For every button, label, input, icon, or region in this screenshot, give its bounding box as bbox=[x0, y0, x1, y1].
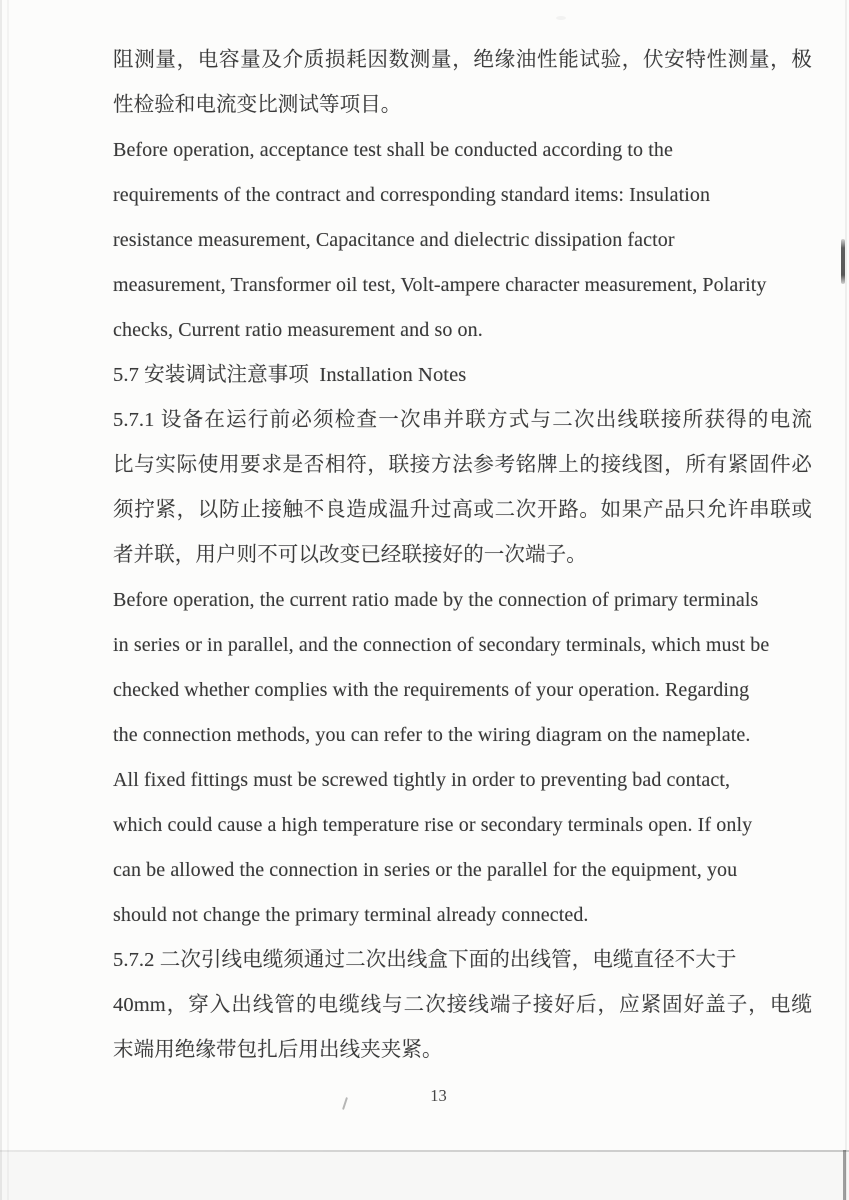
text-line: which could cause a high temperature rise or secondary terminals open. If only bbox=[113, 814, 753, 836]
text-line: 者并联，用户则不可以改变已经联接好的一次端子。 bbox=[113, 544, 587, 566]
text-line: Before operation, the current ratio made by the connection of primary terminals bbox=[113, 589, 759, 611]
text-line: 比与实际使用要求是否相符，联接方法参考铭牌上的接线图，所有紧固件必 bbox=[113, 454, 812, 476]
scan-edge-stripe bbox=[7, 0, 9, 1200]
text-line: 末端用绝缘带包扎后用出线夹夹紧。 bbox=[113, 1039, 443, 1061]
text-line: 5.7.1 设备在运行前必须检查一次串并联方式与二次出线联接所获得的电流 bbox=[113, 409, 812, 431]
text-line: Before operation, acceptance test shall be conducted according to the bbox=[113, 139, 673, 161]
scan-bottom-line bbox=[0, 1150, 849, 1152]
text-line: in series or in parallel, and the connection of secondary terminals, which must be bbox=[113, 634, 770, 656]
scan-edge-line bbox=[845, 0, 847, 1200]
scan-corner-mark bbox=[843, 1150, 846, 1200]
text-line: requirements of the contract and corresponding standard items: Insulation bbox=[113, 184, 711, 206]
text-line: All fixed fittings must be screwed tightly in order to preventing bad contact, bbox=[113, 769, 731, 791]
text-line: 5.7 安装调试注意事项 Installation Notes bbox=[113, 364, 467, 386]
text-line: 阻测量，电容量及介质损耗因数测量，绝缘油性能试验，伏安特性测量，极 bbox=[113, 49, 812, 71]
scan-smudge bbox=[556, 16, 566, 20]
text-line: should not change the primary terminal already connected. bbox=[113, 904, 589, 926]
text-line: 40mm，穿入出线管的电缆线与二次接线端子接好后，应紧固好盖子，电缆 bbox=[113, 994, 812, 1016]
text-line: 须拧紧，以防止接触不良造成温升过高或二次开路。如果产品只允许串联或 bbox=[113, 499, 812, 521]
scan-bottom-shade bbox=[0, 1152, 849, 1200]
text-line: measurement, Transformer oil test, Volt-ampere character measurement, Polarity bbox=[113, 274, 767, 296]
scan-edge-stripe bbox=[0, 0, 2, 1200]
text-line: resistance measurement, Capacitance and dielectric dissipation factor bbox=[113, 229, 675, 251]
page-number: 13 bbox=[430, 1086, 447, 1105]
scan-edge-mark bbox=[841, 239, 845, 284]
text-line: checks, Current ratio measurement and so on. bbox=[113, 319, 483, 341]
text-line: 5.7.2 二次引线电缆须通过二次出线盒下面的出线管，电缆直径不大于 bbox=[113, 949, 737, 971]
text-line: 性检验和电流变比测试等项目。 bbox=[113, 94, 402, 116]
text-line: the connection methods, you can refer to the wiring diagram on the nameplate. bbox=[113, 724, 751, 746]
text-line: checked whether complies with the requirements of your operation. Regarding bbox=[113, 679, 750, 701]
text-body bbox=[113, 38, 812, 1073]
text-line: can be allowed the connection in series or the parallel for the equipment, you bbox=[113, 859, 738, 881]
